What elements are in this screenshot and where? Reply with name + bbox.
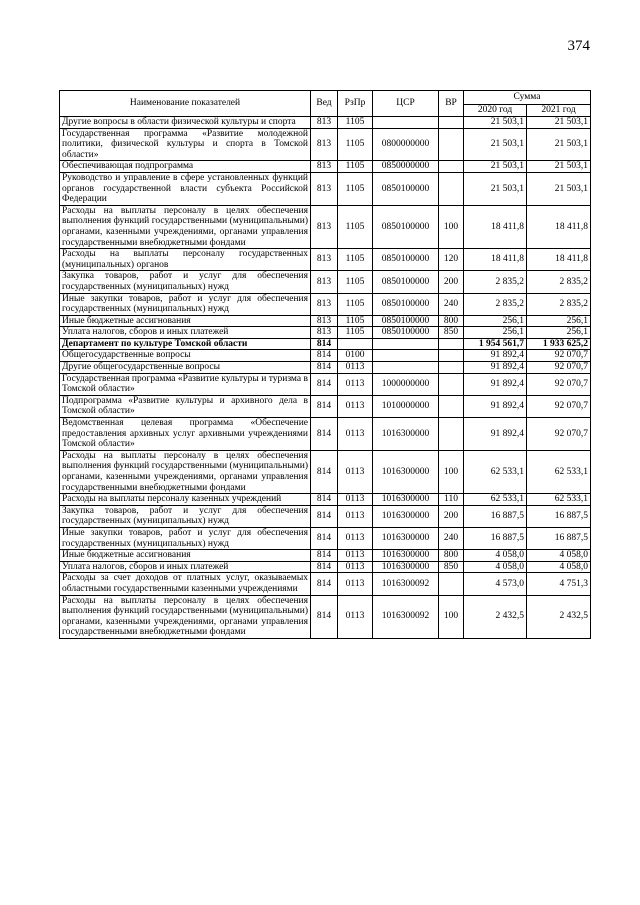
row-vr: 200 <box>439 271 464 293</box>
table-row <box>60 362 591 374</box>
row-ved: 813 <box>311 315 338 327</box>
row-csr: 1010000000 <box>373 395 439 417</box>
row-sum-2020: 91 892,4 <box>464 350 527 362</box>
table-row <box>60 395 591 417</box>
row-vr: 850 <box>439 327 464 339</box>
row-name: Расходы на выплаты персоналу в целях обеспечения выполнения функций государственными (муниципальными) органами, казенными учреждениями, органами управления государственными внебюджетными фондами <box>60 205 311 248</box>
row-ved: 813 <box>311 128 338 161</box>
row-rzpr: 0113 <box>338 561 373 573</box>
row-name: Государственная программа «Развитие культуры и туризма в Томской области» <box>60 373 311 395</box>
table-row <box>60 450 591 493</box>
table-row <box>60 505 591 527</box>
row-name: Закупка товаров, работ и услуг для обеспечения государственных (муниципальных) нужд <box>60 505 311 527</box>
row-name: Расходы на выплаты персоналу в целях обеспечения выполнения функций государственными (муниципальными) органами, казенными учреждениями, органами управления государственными внебюджетными фондами <box>60 595 311 638</box>
header-rzpr: РзПр <box>338 91 373 117</box>
row-ved: 813 <box>311 271 338 293</box>
budget-table <box>59 90 591 639</box>
row-rzpr: 0113 <box>338 505 373 527</box>
row-sum-2020: 91 892,4 <box>464 373 527 395</box>
row-vr: 110 <box>439 494 464 506</box>
row-name: Уплата налогов, сборов и иных платежей <box>60 561 311 573</box>
row-sum-2020: 91 892,4 <box>464 362 527 374</box>
row-ved: 814 <box>311 595 338 638</box>
row-sum-2020: 256,1 <box>464 327 527 339</box>
header-year-2021: 2021 год <box>527 105 591 117</box>
row-csr: 1016300000 <box>373 561 439 573</box>
row-vr: 200 <box>439 505 464 527</box>
row-sum-2020: 18 411,8 <box>464 249 527 271</box>
row-sum-2021: 21 503,1 <box>527 161 591 173</box>
table-row <box>60 550 591 562</box>
row-ved: 814 <box>311 505 338 527</box>
row-name: Иные закупки товаров, работ и услуг для обеспечения государственных (муниципальных) нужд <box>60 527 311 549</box>
row-csr: 0850100000 <box>373 293 439 315</box>
row-ved: 814 <box>311 450 338 493</box>
row-sum-2021: 21 503,1 <box>527 128 591 161</box>
row-vr: 100 <box>439 450 464 493</box>
row-vr <box>439 362 464 374</box>
row-vr: 120 <box>439 249 464 271</box>
row-ved: 814 <box>311 350 338 362</box>
row-ved: 813 <box>311 172 338 205</box>
row-sum-2020: 2 835,2 <box>464 271 527 293</box>
header-year-2020: 2020 год <box>464 105 527 117</box>
row-ved: 813 <box>311 161 338 173</box>
row-sum-2020: 256,1 <box>464 315 527 327</box>
row-sum-2021: 21 503,1 <box>527 117 591 129</box>
table-body <box>60 117 591 639</box>
table-row <box>60 527 591 549</box>
row-sum-2020: 91 892,4 <box>464 418 527 451</box>
row-sum-2021: 4 058,0 <box>527 550 591 562</box>
row-name: Уплата налогов, сборов и иных платежей <box>60 327 311 339</box>
row-ved: 814 <box>311 362 338 374</box>
table-row <box>60 573 591 595</box>
table-row <box>60 418 591 451</box>
row-sum-2020: 91 892,4 <box>464 395 527 417</box>
row-rzpr: 0113 <box>338 373 373 395</box>
row-vr: 800 <box>439 550 464 562</box>
header-csr: ЦСР <box>373 91 439 117</box>
row-ved: 813 <box>311 293 338 315</box>
row-csr <box>373 362 439 374</box>
row-rzpr: 0113 <box>338 550 373 562</box>
row-vr: 240 <box>439 293 464 315</box>
row-vr <box>439 573 464 595</box>
row-csr: 1000000000 <box>373 373 439 395</box>
row-rzpr: 0100 <box>338 350 373 362</box>
row-vr: 240 <box>439 527 464 549</box>
page-number: 374 <box>567 38 590 54</box>
header-vr: ВР <box>439 91 464 117</box>
row-csr: 0850000000 <box>373 161 439 173</box>
row-ved: 813 <box>311 117 338 129</box>
table-row <box>60 494 591 506</box>
row-rzpr: 1105 <box>338 172 373 205</box>
row-rzpr: 0113 <box>338 395 373 417</box>
row-sum-2020: 4 573,0 <box>464 573 527 595</box>
row-name: Расходы на выплаты персоналу в целях обеспечения выполнения функций государственными (муниципальными) органами, казенными учреждениями, органами управления государственными внебюджетными фондами <box>60 450 311 493</box>
row-ved: 814 <box>311 373 338 395</box>
row-sum-2020: 2 835,2 <box>464 293 527 315</box>
table-row <box>60 373 591 395</box>
row-ved: 813 <box>311 249 338 271</box>
row-csr: 0850100000 <box>373 315 439 327</box>
row-rzpr <box>338 338 373 350</box>
row-rzpr: 1105 <box>338 327 373 339</box>
row-name: Расходы за счет доходов от платных услуг, оказываемых областными государственными казенными учреждениями <box>60 573 311 595</box>
row-vr <box>439 418 464 451</box>
row-sum-2021: 16 887,5 <box>527 505 591 527</box>
row-ved: 814 <box>311 527 338 549</box>
row-rzpr: 1105 <box>338 117 373 129</box>
row-vr: 800 <box>439 315 464 327</box>
row-vr <box>439 161 464 173</box>
row-sum-2021: 256,1 <box>527 327 591 339</box>
row-ved: 814 <box>311 550 338 562</box>
row-name: Государственная программа «Развитие молодежной политики, физической культуры и спорта в Томской области» <box>60 128 311 161</box>
row-csr: 0850100000 <box>373 271 439 293</box>
table-row <box>60 338 591 350</box>
header-name: Наименование показателей <box>60 91 311 117</box>
row-csr: 0800000000 <box>373 128 439 161</box>
row-sum-2021: 2 432,5 <box>527 595 591 638</box>
row-vr: 100 <box>439 595 464 638</box>
row-csr <box>373 338 439 350</box>
row-sum-2021: 1 933 625,2 <box>527 338 591 350</box>
row-name: Департамент по культуре Томской области <box>60 338 311 350</box>
table-row <box>60 315 591 327</box>
row-name: Обеспечивающая подпрограмма <box>60 161 311 173</box>
row-csr: 1016300000 <box>373 505 439 527</box>
row-csr: 0850100000 <box>373 327 439 339</box>
row-sum-2020: 21 503,1 <box>464 117 527 129</box>
row-sum-2021: 2 835,2 <box>527 271 591 293</box>
row-rzpr: 1105 <box>338 205 373 248</box>
row-rzpr: 1105 <box>338 249 373 271</box>
row-sum-2021: 2 835,2 <box>527 293 591 315</box>
row-rzpr: 0113 <box>338 573 373 595</box>
row-csr: 0850100000 <box>373 172 439 205</box>
row-sum-2020: 4 058,0 <box>464 561 527 573</box>
table-row <box>60 161 591 173</box>
row-name: Закупка товаров, работ и услуг для обеспечения государственных (муниципальных) нужд <box>60 271 311 293</box>
row-vr: 850 <box>439 561 464 573</box>
row-vr: 100 <box>439 205 464 248</box>
row-sum-2020: 4 058,0 <box>464 550 527 562</box>
row-rzpr: 1105 <box>338 161 373 173</box>
table-row <box>60 350 591 362</box>
row-name: Подпрограмма «Развитие культуры и архивного дела в Томской области» <box>60 395 311 417</box>
table-header <box>60 91 591 117</box>
row-sum-2021: 92 070,7 <box>527 373 591 395</box>
row-sum-2021: 16 887,5 <box>527 527 591 549</box>
row-vr <box>439 395 464 417</box>
row-csr <box>373 350 439 362</box>
table-row <box>60 172 591 205</box>
row-sum-2020: 2 432,5 <box>464 595 527 638</box>
row-sum-2021: 21 503,1 <box>527 172 591 205</box>
row-rzpr: 0113 <box>338 450 373 493</box>
row-sum-2021: 92 070,7 <box>527 362 591 374</box>
row-sum-2020: 21 503,1 <box>464 161 527 173</box>
row-csr: 1016300092 <box>373 573 439 595</box>
row-vr <box>439 172 464 205</box>
row-csr <box>373 117 439 129</box>
row-csr: 1016300000 <box>373 550 439 562</box>
row-sum-2021: 62 533,1 <box>527 494 591 506</box>
row-csr: 1016300000 <box>373 418 439 451</box>
row-sum-2020: 21 503,1 <box>464 128 527 161</box>
row-ved: 813 <box>311 327 338 339</box>
table-row <box>60 249 591 271</box>
row-sum-2021: 92 070,7 <box>527 418 591 451</box>
row-sum-2021: 92 070,7 <box>527 395 591 417</box>
row-vr <box>439 338 464 350</box>
row-ved: 814 <box>311 561 338 573</box>
row-sum-2020: 16 887,5 <box>464 527 527 549</box>
table-row <box>60 271 591 293</box>
row-sum-2020: 21 503,1 <box>464 172 527 205</box>
row-name: Иные закупки товаров, работ и услуг для обеспечения государственных (муниципальных) нужд <box>60 293 311 315</box>
row-name: Расходы на выплаты персоналу государственных (муниципальных) органов <box>60 249 311 271</box>
row-rzpr: 0113 <box>338 595 373 638</box>
row-name: Расходы на выплаты персоналу казенных учреждений <box>60 494 311 506</box>
row-rzpr: 1105 <box>338 128 373 161</box>
table-row <box>60 128 591 161</box>
row-name: Иные бюджетные ассигнования <box>60 550 311 562</box>
row-csr: 1016300000 <box>373 494 439 506</box>
row-name: Руководство и управление в сфере установленных функций органов государственной власти субъекта Российской Федерации <box>60 172 311 205</box>
row-sum-2021: 4 751,3 <box>527 573 591 595</box>
row-sum-2020: 62 533,1 <box>464 450 527 493</box>
row-name: Общегосударственные вопросы <box>60 350 311 362</box>
table-row <box>60 293 591 315</box>
row-csr: 0850100000 <box>373 205 439 248</box>
row-csr: 1016300092 <box>373 595 439 638</box>
row-name: Другие общегосударственные вопросы <box>60 362 311 374</box>
table-row <box>60 117 591 129</box>
table-row <box>60 595 591 638</box>
row-csr: 1016300000 <box>373 527 439 549</box>
row-rzpr: 0113 <box>338 494 373 506</box>
header-ved: Вед <box>311 91 338 117</box>
row-sum-2021: 4 058,0 <box>527 561 591 573</box>
row-rzpr: 0113 <box>338 527 373 549</box>
row-name: Другие вопросы в области физической культуры и спорта <box>60 117 311 129</box>
row-csr: 0850100000 <box>373 249 439 271</box>
row-sum-2021: 92 070,7 <box>527 350 591 362</box>
row-rzpr: 0113 <box>338 418 373 451</box>
row-vr <box>439 117 464 129</box>
row-ved: 814 <box>311 395 338 417</box>
header-sum: Сумма <box>464 91 591 105</box>
row-csr: 1016300000 <box>373 450 439 493</box>
row-rzpr: 1105 <box>338 271 373 293</box>
row-ved: 814 <box>311 338 338 350</box>
row-sum-2021: 18 411,8 <box>527 249 591 271</box>
row-sum-2020: 16 887,5 <box>464 505 527 527</box>
table-row <box>60 327 591 339</box>
row-sum-2020: 18 411,8 <box>464 205 527 248</box>
row-ved: 814 <box>311 494 338 506</box>
row-sum-2020: 1 954 561,7 <box>464 338 527 350</box>
row-ved: 814 <box>311 573 338 595</box>
row-sum-2021: 256,1 <box>527 315 591 327</box>
row-rzpr: 0113 <box>338 362 373 374</box>
row-name: Ведомственная целевая программа «Обеспечение предоставления архивных услуг архивными учреждениями Томской области» <box>60 418 311 451</box>
row-sum-2021: 62 533,1 <box>527 450 591 493</box>
row-name: Иные бюджетные ассигнования <box>60 315 311 327</box>
row-sum-2021: 18 411,8 <box>527 205 591 248</box>
row-sum-2020: 62 533,1 <box>464 494 527 506</box>
row-rzpr: 1105 <box>338 315 373 327</box>
table-row <box>60 561 591 573</box>
row-rzpr: 1105 <box>338 293 373 315</box>
row-vr <box>439 350 464 362</box>
row-ved: 813 <box>311 205 338 248</box>
table-row <box>60 205 591 248</box>
row-ved: 814 <box>311 418 338 451</box>
row-vr <box>439 128 464 161</box>
row-vr <box>439 373 464 395</box>
